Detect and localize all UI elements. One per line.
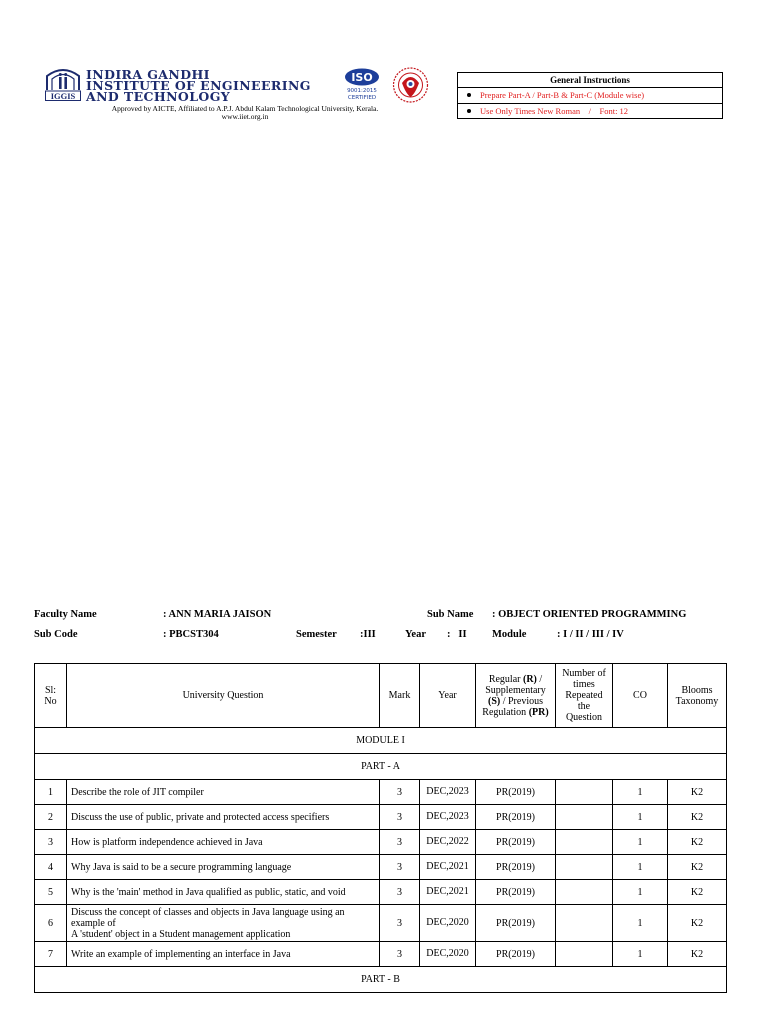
cell-blooms: K2 [668, 880, 727, 905]
subject-code-value: : PBCST304 [163, 629, 219, 640]
cell-blooms: K2 [668, 780, 727, 805]
header-mark: Mark [380, 664, 420, 728]
cell-question: How is platform independence achieved in Java [67, 830, 380, 855]
cell-year: DEC,2021 [420, 880, 476, 905]
question-rows [35, 780, 727, 967]
cell-co: 1 [613, 855, 668, 880]
cell-year: DEC,2020 [420, 942, 476, 967]
header-times-repeated: Number of times Repeated the Question [556, 664, 613, 728]
cell-mark: 3 [380, 805, 420, 830]
website-text: www.iiet.org.in [221, 112, 269, 121]
subject-name-label: Sub Name [427, 609, 474, 620]
header-regulation [476, 664, 556, 728]
header-blooms: Blooms Taxonomy [668, 664, 727, 728]
regulation-s: (S) [487, 695, 501, 707]
year-value: : II [447, 629, 467, 640]
cell-year: DEC,2020 [420, 905, 476, 942]
cell-slno: 1 [35, 780, 67, 805]
institution-name-line-1: INDIRA GANDHI [86, 67, 210, 82]
table-row [35, 905, 727, 942]
regulation-text: / Supplementary [485, 673, 546, 696]
cell-slno: 5 [35, 880, 67, 905]
cell-times-repeated [556, 830, 613, 855]
regulation-pr: (PR) [528, 706, 549, 718]
header-question: University Question [67, 664, 380, 728]
instruction-item [458, 88, 722, 103]
cell-co: 1 [613, 830, 668, 855]
cell-regulation: PR(2019) [476, 805, 556, 830]
module-row [35, 728, 727, 754]
subject-code-label: Sub Code [34, 629, 78, 640]
module-value: : I / II / III / IV [557, 629, 624, 640]
cell-co: 1 [613, 880, 668, 905]
header-year: Year [420, 664, 476, 728]
subject-name-value: : OBJECT ORIENTED PROGRAMMING [492, 609, 687, 620]
cell-year: DEC,2021 [420, 855, 476, 880]
iso-text: ISO [351, 71, 373, 84]
part-row [35, 754, 727, 780]
semester-label: Semester [296, 629, 337, 640]
part-b-title: PART - B [35, 967, 727, 993]
cell-times-repeated [556, 880, 613, 905]
accreditation-seal [388, 66, 433, 104]
header-co: CO [613, 664, 668, 728]
cell-slno: 3 [35, 830, 67, 855]
cell-times-repeated [556, 780, 613, 805]
regulation-r: (R) [522, 673, 537, 685]
regulation-text: Regular [488, 673, 521, 685]
cell-co: 1 [613, 805, 668, 830]
approval-text [80, 105, 410, 121]
instruction-item [458, 103, 722, 118]
cell-mark: 3 [380, 855, 420, 880]
cell-times-repeated [556, 855, 613, 880]
cell-question: Why is the 'main' method in Java qualified as public, static, and void [67, 880, 380, 905]
cell-co: 1 [613, 780, 668, 805]
cell-co: 1 [613, 942, 668, 967]
table-row [35, 942, 727, 967]
approval-line: Approved by AICTE, Affiliated to A.P.J. Abdul Kalam Technological University, Kerala. [111, 104, 379, 113]
cell-question: Why Java is said to be a secure programming language [67, 855, 380, 880]
cell-mark: 3 [380, 780, 420, 805]
cell-question: Discuss the use of public, private and protected access specifiers [67, 805, 380, 830]
institution-logo [45, 68, 81, 101]
bullet-icon [467, 93, 471, 97]
cell-slno: 7 [35, 942, 67, 967]
question-table [34, 663, 727, 993]
institution-name-line-2: INSTITUTE OF ENGINEERING [86, 78, 311, 93]
cell-blooms: K2 [668, 855, 727, 880]
cell-blooms: K2 [668, 942, 727, 967]
module-title: MODULE I [35, 728, 727, 754]
cell-year: DEC,2022 [420, 830, 476, 855]
cell-blooms: K2 [668, 905, 727, 942]
table-row [35, 880, 727, 905]
general-instructions-box [457, 72, 723, 119]
cell-regulation: PR(2019) [476, 780, 556, 805]
cell-times-repeated [556, 905, 613, 942]
cell-regulation: PR(2019) [476, 830, 556, 855]
cell-times-repeated [556, 805, 613, 830]
cell-mark: 3 [380, 830, 420, 855]
table-header-row [35, 664, 727, 728]
cell-question: Describe the role of JIT compiler [67, 780, 380, 805]
cell-slno: 6 [35, 905, 67, 942]
cell-blooms: K2 [668, 830, 727, 855]
cell-question: Write an example of implementing an interface in Java [67, 942, 380, 967]
faculty-name-label: Faculty Name [34, 609, 97, 620]
cell-times-repeated [556, 942, 613, 967]
regulation-text: / Previous Regulation [482, 695, 543, 718]
iso-standard: 9001:2015 [347, 88, 377, 94]
cell-regulation: PR(2019) [476, 855, 556, 880]
table-row [35, 780, 727, 805]
instruction-text: Use Only Times New Roman / Font: 12 [480, 106, 629, 116]
faculty-name-value: : ANN MARIA JAISON [163, 609, 272, 620]
cell-mark: 3 [380, 942, 420, 967]
table-row [35, 805, 727, 830]
module-label: Module [492, 629, 527, 640]
cell-mark: 3 [380, 880, 420, 905]
part-row [35, 967, 727, 993]
cell-co: 1 [613, 905, 668, 942]
table-row [35, 830, 727, 855]
cell-regulation: PR(2019) [476, 942, 556, 967]
bullet-icon [467, 109, 471, 113]
iso-certified: CERTIFIED [347, 95, 377, 101]
iso-logo [344, 68, 380, 102]
table-row [35, 855, 727, 880]
cell-question: Discuss the concept of classes and objects in Java language using an example of A 'student' object in a Student management application [67, 905, 380, 942]
cell-slno: 4 [35, 855, 67, 880]
header-slno: Sl: No [35, 664, 67, 728]
logo-text: IGGIS [50, 91, 76, 101]
cell-blooms: K2 [668, 805, 727, 830]
cell-slno: 2 [35, 805, 67, 830]
cell-regulation: PR(2019) [476, 905, 556, 942]
cell-year: DEC,2023 [420, 780, 476, 805]
instruction-text: Prepare Part-A / Part-B & Part-C (Module wise) [480, 90, 645, 100]
year-label: Year [405, 629, 426, 640]
cell-mark: 3 [380, 905, 420, 942]
semester-value: :III [360, 629, 376, 640]
institution-name-line-3: AND TECHNOLOGY [86, 89, 231, 104]
cell-regulation: PR(2019) [476, 880, 556, 905]
part-a-title: PART - A [35, 754, 727, 780]
cell-year: DEC,2023 [420, 805, 476, 830]
general-instructions-title: General Instructions [458, 73, 722, 88]
